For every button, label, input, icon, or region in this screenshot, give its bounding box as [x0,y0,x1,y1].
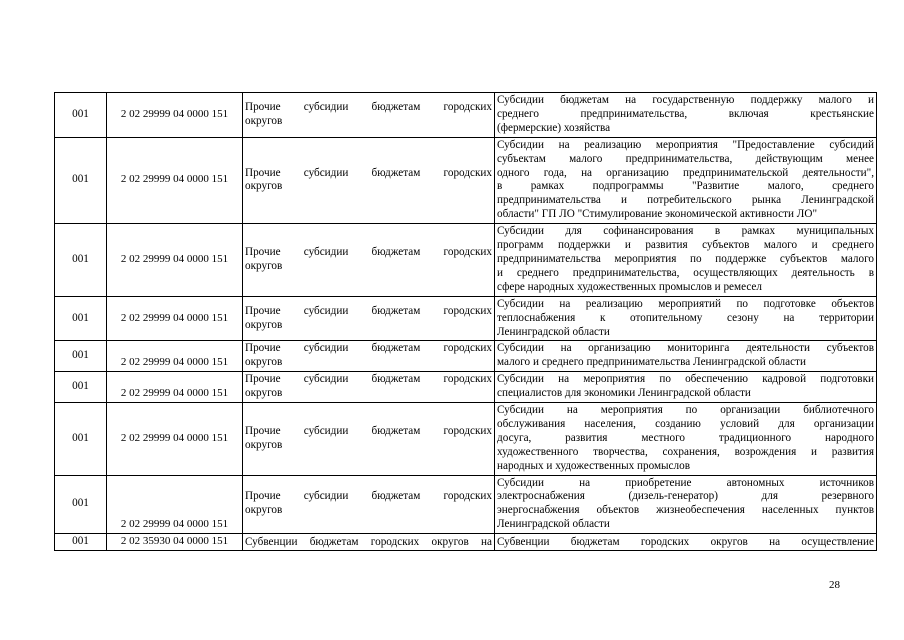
name-line: Прочие субсидии бюджетам городских [245,166,492,179]
desc-line: Ленинградской области [497,325,610,338]
name-line: Прочие субсидии бюджетам городских [245,100,492,113]
description-cell [495,296,877,341]
desc-line: предпринимательства мероприятия по поддержке субъектов малого [497,252,874,265]
table-row [55,475,877,534]
desc-line: (фермерские) хозяйства [497,121,611,134]
income-name-cell [243,296,495,341]
desc-line: Субсидии на мероприятия по организации библиотечного [497,404,874,417]
budget-code-cell: 2 02 29999 04 0000 151 [107,224,243,297]
table-row [55,341,877,372]
income-name-cell [243,475,495,534]
desc-line: Субсидии на организацию мониторинга деятельности субъектов [497,342,874,355]
table-row [55,93,877,138]
desc-line: Субсидии на мероприятия по обеспечению кадровой подготовки [497,373,874,386]
admin-code-cell: 001 [55,93,107,138]
table-row [55,534,877,551]
admin-code-cell: 001 [55,372,107,403]
desc-line: специалистов для экономики Ленинградской области [497,387,751,400]
budget-code-cell: 2 02 35930 04 0000 151 [107,534,243,551]
table-row [55,137,877,223]
description-cell [495,224,877,297]
name-line: Прочие субсидии бюджетам городских [245,424,492,437]
description-cell [495,372,877,403]
desc-line: народных и художественных промыслов [497,459,690,472]
admin-code-cell: 001 [55,475,107,534]
table-row [55,403,877,476]
desc-line: досуга, развития местного традиционного народного [497,431,874,444]
desc-line: в рамках подпрограммы "Развитие малого, среднего [497,180,874,193]
desc-line: Ленинградской области [497,518,610,531]
admin-code-cell: 001 [55,137,107,223]
name-line: округов [245,259,283,272]
desc-line: Субсидии на реализацию мероприятия "Предоставление субсидий [497,138,874,151]
budget-code-cell: 2 02 29999 04 0000 151 [107,475,243,534]
desc-line: предпринимательства и потребительского рынка Ленинградской [497,194,874,207]
description-cell [495,403,877,476]
income-name-cell [243,137,495,223]
income-name-cell [243,341,495,372]
admin-code-cell: 001 [55,341,107,372]
desc-line: малого и среднего предпринимательства Ленинградской области [497,356,806,369]
name-line: Субвенции бюджетам городских округов на [245,535,492,548]
desc-line: теплоснабжения к отопительному сезону на территории [497,311,874,324]
admin-code-cell: 001 [55,224,107,297]
budget-code-cell: 2 02 29999 04 0000 151 [107,93,243,138]
income-name-cell [243,93,495,138]
desc-line: и среднего предпринимательства, осуществляющих деятельность в [497,266,874,279]
description-cell [495,341,877,372]
description-cell [495,475,877,534]
desc-line: Субсидии бюджетам на государственную поддержку малого и [497,94,874,106]
name-line: округов [245,438,283,451]
table-row [55,296,877,341]
name-line: округов [245,356,283,369]
desc-line: энергоснабжения объектов жизнеобеспечения населенных пунктов [497,504,874,517]
desc-line: Субсидии на реализацию мероприятий по подготовке объектов [497,297,874,310]
desc-line: электроснабжения (дизель-генератор) для резервного [497,490,874,503]
table-row [55,372,877,403]
name-line: Прочие субсидии бюджетам городских [245,373,492,386]
page-number: 28 [829,579,840,591]
budget-classification-table [54,92,877,551]
desc-line: Субсидии для софинансирования в рамках муниципальных [497,225,874,238]
desc-line: среднего предпринимательства, включая крестьянские [497,107,874,120]
income-name-cell [243,534,495,551]
name-line: Прочие субсидии бюджетам городских [245,490,492,503]
desc-line: области" ГП ЛО "Стимулирование экономической активности ЛО" [497,208,818,221]
budget-code-cell: 2 02 29999 04 0000 151 [107,403,243,476]
desc-line: одного года, на организацию предпринимательской деятельности", [497,166,874,179]
description-cell [495,137,877,223]
name-line: округов [245,387,283,400]
admin-code-cell: 001 [55,534,107,551]
name-line: округов [245,180,283,193]
income-name-cell [243,403,495,476]
income-name-cell [243,224,495,297]
name-line: Прочие субсидии бюджетам городских [245,342,492,355]
description-cell [495,534,877,551]
income-name-cell [243,372,495,403]
desc-line: Субвенции бюджетам городских округов на осуществление [497,535,874,548]
budget-code-cell: 2 02 29999 04 0000 151 [107,372,243,403]
name-line: Прочие субсидии бюджетам городских [245,304,492,317]
description-cell [495,93,877,138]
desc-line: обслуживания населения, созданию условий для организации [497,417,874,430]
budget-code-cell: 2 02 29999 04 0000 151 [107,137,243,223]
budget-code-cell: 2 02 29999 04 0000 151 [107,341,243,372]
budget-code-cell: 2 02 29999 04 0000 151 [107,296,243,341]
name-line: округов [245,318,283,331]
table-row [55,224,877,297]
admin-code-cell: 001 [55,403,107,476]
name-line: округов [245,504,283,517]
admin-code-cell: 001 [55,296,107,341]
desc-line: субъектам малого предпринимательства, действующим менее [497,152,874,165]
name-line: округов [245,114,283,127]
name-line: Прочие субсидии бюджетам городских [245,246,492,259]
desc-line: сфере народных художественных промыслов и ремесел [497,280,762,293]
desc-line: художественного творчества, сохранения, возрождения и развития [497,445,874,458]
desc-line: Субсидии на приобретение автономных источников [497,476,874,489]
desc-line: программ поддержки и развития субъектов малого и среднего [497,239,874,252]
